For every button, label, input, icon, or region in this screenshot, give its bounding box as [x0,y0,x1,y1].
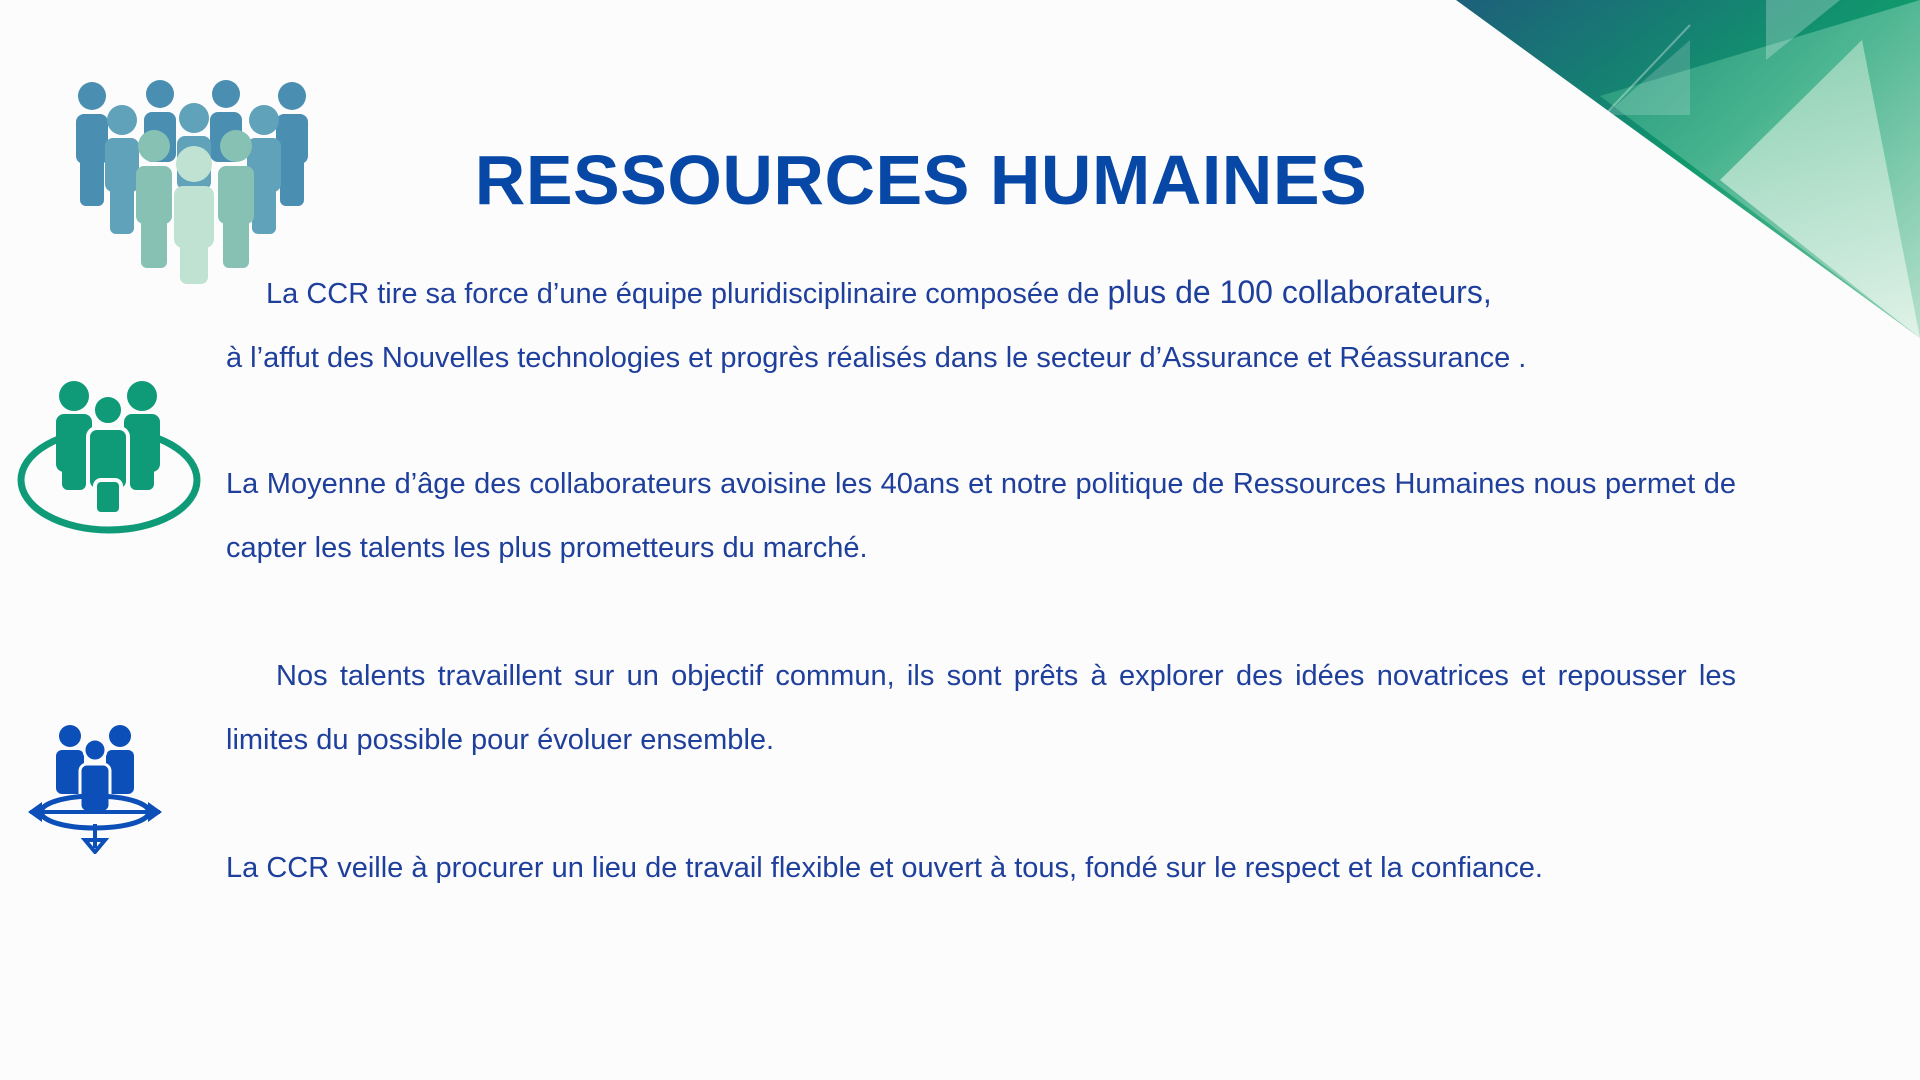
paragraph-team-size [226,260,1736,390]
paragraph-workplace: La CCR veille à procurer un lieu de travail flexible et ouvert à tous, fondé sur le respect et la confiance. [226,852,1543,884]
team-size-count-text: plus de 100 collaborateurs, [1107,274,1492,310]
paragraph-team-size-line1 [226,260,1736,326]
team-network-icon [28,724,162,854]
lead-indent [226,660,276,692]
page-title: RESSOURCES HUMAINES [474,141,1368,219]
team-size-intro-text: La CCR tire sa force d’une équipe pluridisciplinaire composée de [266,278,1100,310]
talents-text: Nos talents travaillent sur un objectif commun, ils sont prêts à explorer des idées novatrices et repousser les limites du possible pour évoluer ensemble. [226,660,1736,756]
team-circle-icon [16,380,202,538]
paragraph-talents [226,644,1736,772]
paragraph-average-age: La Moyenne d’âge des collaborateurs avoisine les 40ans et notre politique de Ressources Humaines nous permet de capter les talents les plus prometteurs du marché. [226,468,1736,564]
team-size-detail-text: à l’affut des Nouvelles technologies et progrès réalisés dans le secteur d’Assurance et Réassurance . [226,342,1527,374]
